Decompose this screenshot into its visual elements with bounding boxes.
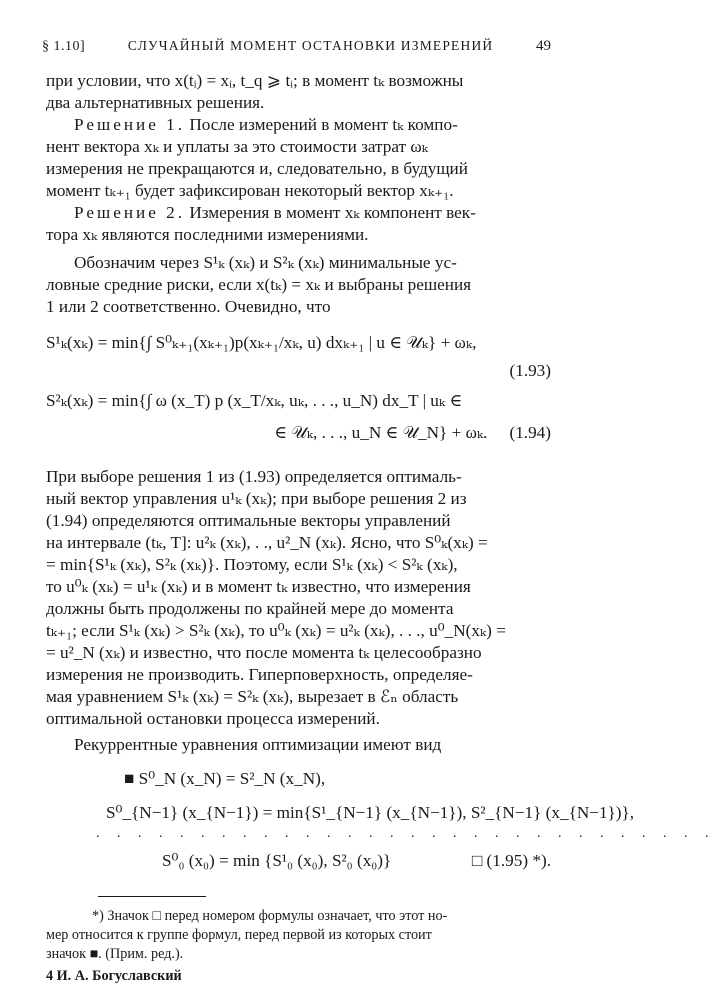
footnote-line: *) Значок □ перед номером формулы означает, что этот но- — [92, 908, 448, 924]
footnote-rule — [98, 896, 206, 897]
footnote — [46, 907, 551, 964]
text-line: то u⁰ₖ (xₖ) = u¹ₖ (xₖ) и в момент tₖ известно, что измерения — [46, 577, 471, 596]
paragraph-recurrent — [46, 734, 551, 756]
text-line: измерения не производить. Гиперповерхность, определяе- — [46, 665, 473, 684]
signature-mark — [46, 968, 551, 985]
equation-text: S⁰_{N−1} (x_{N−1}) = min{S¹_{N−1} (x_{N−1}), S²_{N−1} (x_{N−1})}, — [106, 803, 635, 822]
equation-1-93 — [46, 332, 551, 354]
text-line: момент tₖ₊₁ будет зафиксирован некоторый вектор xₖ₊₁. — [46, 181, 454, 200]
equation-1-95-line3 — [46, 850, 551, 872]
text-line: тора xₖ являются последними измерениями. — [46, 225, 369, 244]
footnote-line: значок ■. (Прим. ред.). — [46, 946, 184, 962]
text-line: = min{S¹ₖ (xₖ), S²ₖ (xₖ)}. Поэтому, если S¹ₖ (xₖ) < S²ₖ (xₖ), — [46, 555, 458, 574]
text-line: После измерений в момент tₖ компо- — [185, 115, 458, 134]
running-title: СЛУЧАЙНЫЙ МОМЕНТ ОСТАНОВКИ ИЗМЕРЕНИЙ — [127, 38, 494, 53]
footnote-line: мер относится к группе формул, перед первой из которых стоит — [46, 927, 432, 943]
equation-1-95-line2 — [46, 802, 635, 824]
text-line: (1.94) определяются оптимальные векторы управлений — [46, 511, 451, 530]
paragraph-1 — [46, 70, 551, 114]
page-body — [46, 70, 716, 985]
text-line: два альтернативных решения. — [46, 93, 265, 112]
paragraph-decision-2 — [46, 202, 551, 246]
equation-1-95-line1 — [46, 768, 551, 790]
section-marker: § 1.10] — [42, 39, 86, 54]
equation-number: (1.93) — [509, 361, 551, 380]
text-line: оптимальной остановки процесса измерений. — [46, 709, 380, 728]
paragraph-decisions — [46, 466, 551, 730]
equation-text: S²ₖ(xₖ) = min{∫ ω (x_T) p (x_T/xₖ, uₖ, . . ., u_N) dx_T | uₖ ∈ — [46, 391, 463, 410]
page-number: 49 — [536, 38, 551, 54]
decision-2-lead: Решение 2. — [74, 203, 186, 222]
text-line: Измерения в момент xₖ компонент век- — [185, 203, 476, 222]
text-line: измерения не прекращаются и, следовательно, в будущий — [46, 159, 468, 178]
text-line: tₖ₊₁; если S¹ₖ (xₖ) > S²ₖ (xₖ), то u⁰ₖ (xₖ) = u²ₖ (xₖ), . . ., u⁰_N(xₖ) = — [46, 621, 506, 640]
text-line: 1 или 2 соответственно. Очевидно, что — [46, 297, 331, 316]
equation-text: ■ S⁰_N (x_N) = S²_N (x_N), — [124, 769, 326, 788]
equation-ellipsis-row: . . . . . . . . . . . . . . . . . . . . . . . . . . . . . . — [96, 826, 716, 841]
equation-number: (1.94) — [509, 423, 551, 442]
paragraph-risks — [46, 252, 551, 318]
text-line: ловные средние риски, если x(tₖ) = xₖ и выбраны решения — [46, 275, 472, 294]
text-line: при условии, что x(tᵢ) = xᵢ, t_q ⩾ tᵢ; в момент tₖ возможны — [46, 71, 464, 90]
text-line: При выборе решения 1 из (1.93) определяется оптималь- — [46, 467, 462, 486]
text-line: = u²_N (xₖ) и известно, что после момента tₖ целесообразно — [46, 643, 482, 662]
equation-1-94-line2 — [46, 422, 551, 444]
running-header — [42, 38, 551, 60]
equation-text: ∈ 𝒰ₖ, . . ., u_N ∈ 𝒰_N} + ωₖ. — [274, 423, 488, 442]
text-line: Обозначим через S¹ₖ (xₖ) и S²ₖ (xₖ) минимальные ус- — [74, 253, 457, 272]
decision-1-lead: Решение 1. — [74, 115, 186, 134]
equation-number-1-93 — [46, 360, 551, 382]
equation-text: S¹ₖ(xₖ) = min{∫ S⁰ₖ₊₁(xₖ₊₁)p(xₖ₊₁/xₖ, u) dxₖ₊₁ | u ∈ 𝒰ₖ} + ωₖ, — [46, 333, 477, 352]
equation-text: S⁰₀ (x₀) = min {S¹₀ (x₀), S²₀ (x₀)} — [162, 851, 392, 870]
equation-number: □ (1.95) *). — [471, 851, 551, 870]
paragraph-decision-1 — [46, 114, 551, 202]
text-line: Рекуррентные уравнения оптимизации имеют вид — [74, 735, 442, 754]
text-line: должны быть продолжены по крайней мере до момента — [46, 599, 454, 618]
text-line: нент вектора xₖ и уплаты за это стоимости затрат ωₖ — [46, 137, 428, 156]
text-line: на интервале (tₖ, T]: u²ₖ (xₖ), . ., u²_N (xₖ). Ясно, что S⁰ₖ(xₖ) = — [46, 533, 488, 552]
equation-1-94-line1 — [46, 390, 551, 412]
text-line: мая уравнением S¹ₖ (xₖ) = S²ₖ (xₖ), вырезает в ℰₙ область — [46, 687, 459, 706]
text-line: ный вектор управления u¹ₖ (xₖ); при выборе решения 2 из — [46, 489, 467, 508]
signature-text: 4 И. А. Богуславский — [46, 968, 182, 984]
